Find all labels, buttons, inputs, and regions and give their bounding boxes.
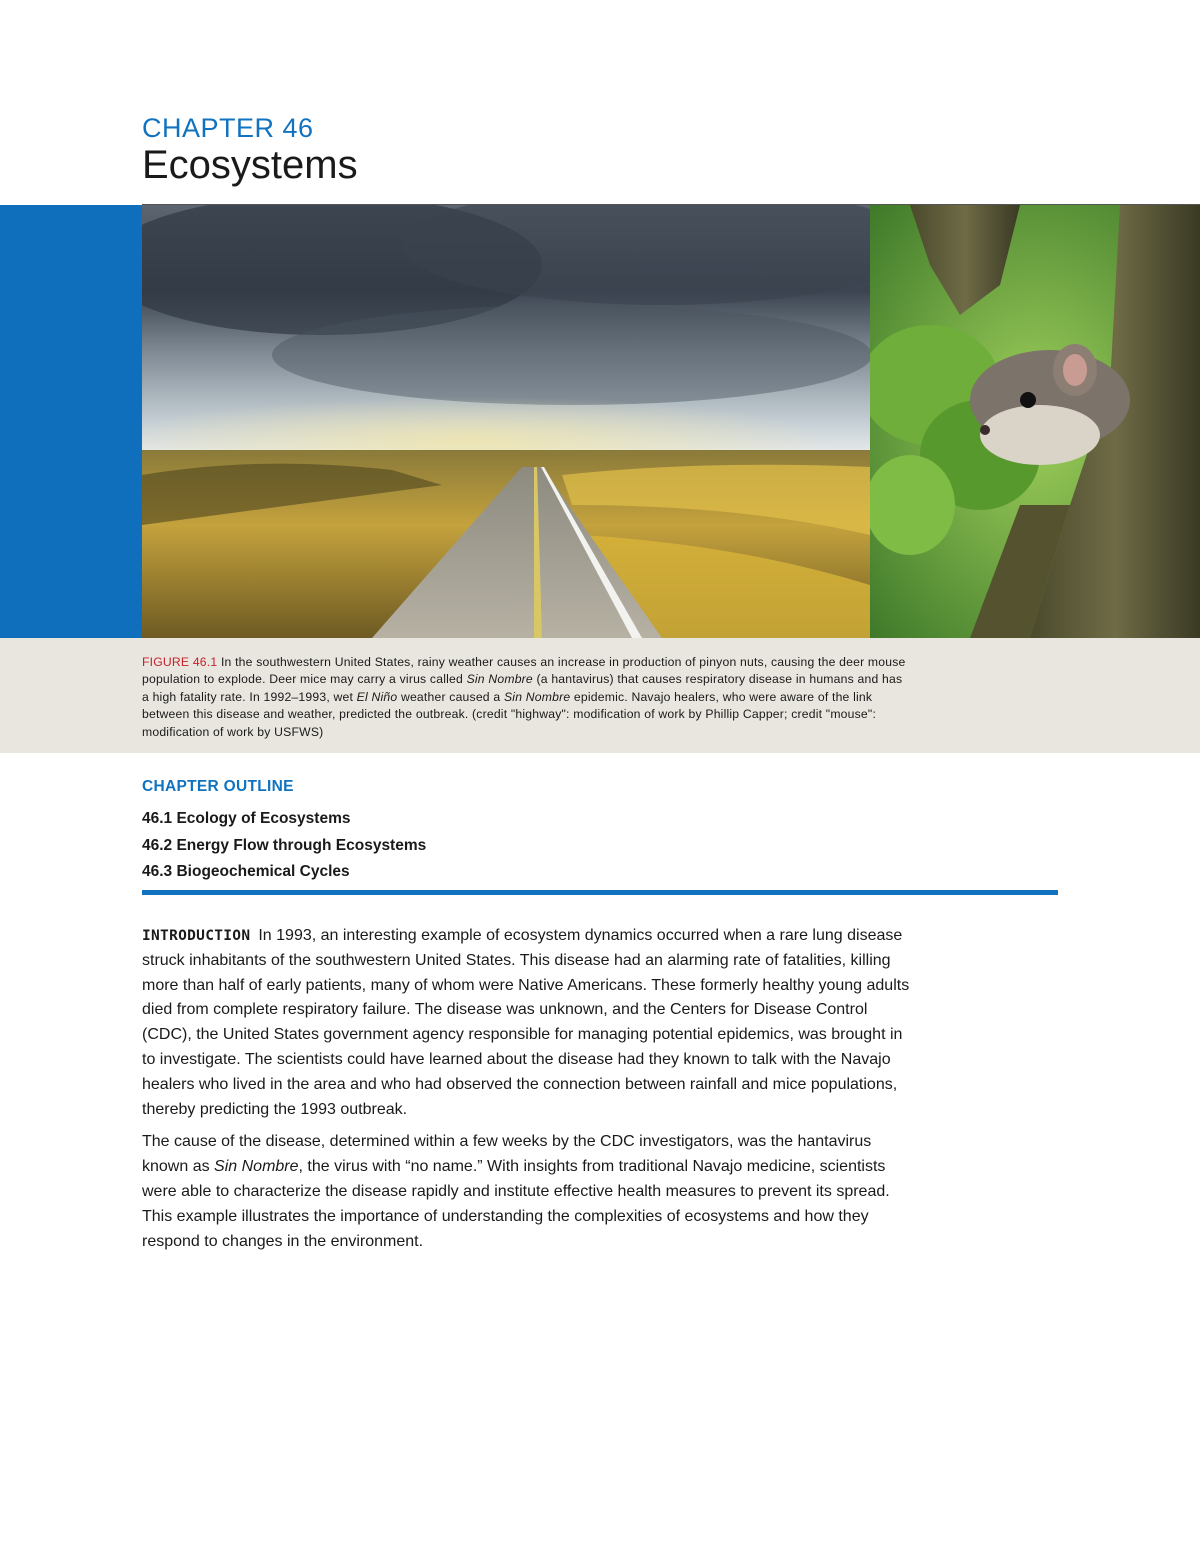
paragraph-text: In 1993, an interesting example of ecosystem dynamics occurred when a rare lung disease struck inhabitants of the southwestern United States. This disease had an alarming rate of fatalities, killing more than half of early patients, many of whom were Native Americans. These formerly healthy young adults died from complete respiratory failure. The disease was unknown, and the Centers for Disease Control (CDC), the United States government agency responsible for managing potential epidemics, was brought in to investigate. The scientists could have learned about the disease had they known to talk with the Navajo healers who lived in the area and who had observed the connection between rainfall and mice populations, thereby predicting the 1993 outbreak. bbox=[142, 927, 910, 1118]
caption-text: (a hantavirus) that causes respiratory disease in humans and has a high fatality rate. In 1992–1993, wet bbox=[142, 672, 903, 704]
caption-text: epidemic. Navajo healers, who were aware of the link between this disease and weather, predicted the outbreak. (credit "highway": modification of work by Phillip Capper; credit "mouse": modification of work by USFWS) bbox=[142, 689, 877, 739]
caption-text: In the southwestern United States, rainy weather causes an increase in production of pinyon nuts, causing the deer mouse population to explode. Deer mice may carry a virus called bbox=[142, 655, 906, 687]
intro-label: INTRODUCTION bbox=[142, 928, 251, 944]
outline-item[interactable]: 46.1 Ecology of Ecosystems bbox=[142, 810, 351, 827]
figure-caption bbox=[142, 654, 912, 741]
outline-divider bbox=[142, 890, 1058, 895]
outline-item[interactable]: 46.3 Biogeochemical Cycles bbox=[142, 863, 350, 880]
paragraph-text: The cause of the disease, determined within a few weeks by the CDC investigators, was the hantavirus known as bbox=[142, 1133, 872, 1176]
introduction-body bbox=[142, 924, 912, 1262]
outline-item[interactable]: 46.2 Energy Flow through Ecosystems bbox=[142, 836, 427, 854]
chapter-number: CHAPTER 46 bbox=[142, 113, 314, 143]
deer-mouse-photo bbox=[870, 205, 1200, 638]
blue-side-band bbox=[0, 205, 142, 638]
caption-italic: Sin Nombre bbox=[503, 689, 571, 704]
outline-heading: CHAPTER OUTLINE bbox=[142, 778, 294, 795]
highway-photo bbox=[142, 205, 870, 638]
caption-text: weather caused a bbox=[397, 689, 504, 704]
paragraph-italic: Sin Nombre bbox=[214, 1158, 299, 1176]
chapter-outline bbox=[142, 806, 426, 886]
paragraph-text: , the virus with “no name.” With insights from traditional Navajo medicine, scientists were able to characterize the disease rapidly and institute effective health measures to prevent its spread. This example illustrates the importance of understanding the complexities of ecosystems and how they respond to changes in the environment. bbox=[142, 1158, 890, 1250]
body-paragraph bbox=[142, 1130, 912, 1254]
intro-paragraph bbox=[142, 924, 912, 1122]
caption-italic: Sin Nombre bbox=[466, 672, 533, 687]
caption-italic: El Niño bbox=[356, 689, 398, 704]
chapter-title: Ecosystems bbox=[142, 143, 358, 187]
figure-label: FIGURE 46.1 bbox=[142, 655, 218, 669]
